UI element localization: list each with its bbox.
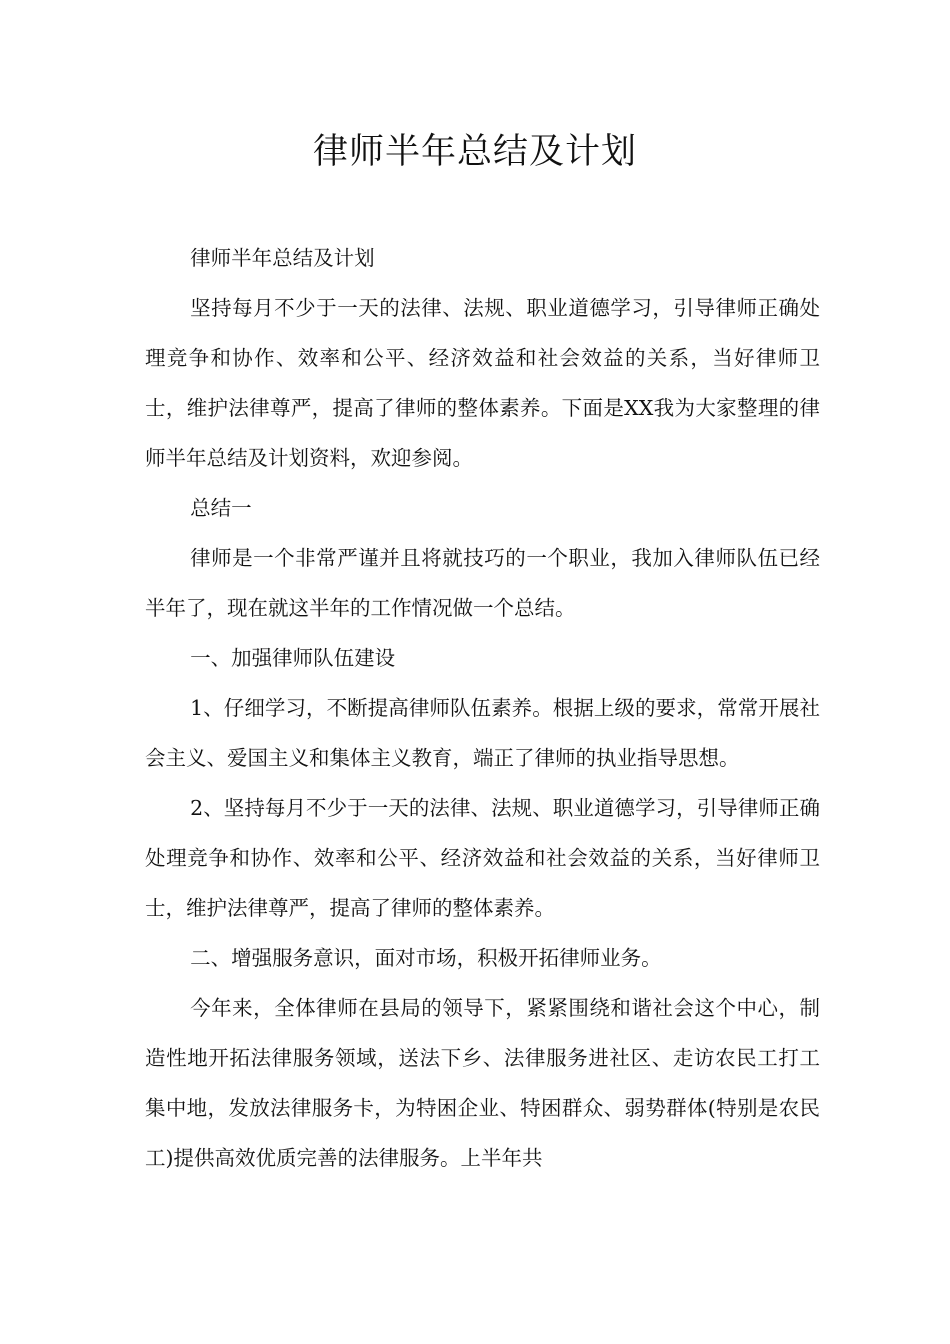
paragraph: 律师是一个非常严谨并且将就技巧的一个职业，我加入律师队伍已经半年了，现在就这半年的工作情况做一个总结。 xyxy=(145,546,820,620)
paragraph-subtitle: 律师半年总结及计划 xyxy=(190,246,375,270)
section-heading: 一、加强律师队伍建设 xyxy=(190,646,396,670)
document-body xyxy=(145,233,820,1183)
section-heading: 二、增强服务意识，面对市场，积极开拓律师业务。 xyxy=(190,946,662,970)
paragraph: 2、坚持每月不少于一天的法律、法规、职业道德学习，引导律师正确处理竞争和协作、效率和公平、经济效益和社会效益的关系，当好律师卫士，维护法律尊严，提高了律师的整体素养。 xyxy=(145,796,820,920)
paragraph-summary-heading: 总结一 xyxy=(190,496,252,520)
document-title: 律师半年总结及计划 xyxy=(312,132,637,172)
paragraph: 1、仔细学习，不断提高律师队伍素养。根据上级的要求，常常开展社会主义、爱国主义和集体主义教育，端正了律师的执业指导思想。 xyxy=(145,696,820,770)
paragraph-intro: 坚持每月不少于一天的法律、法规、职业道德学习，引导律师正确处理竞争和协作、效率和公平、经济效益和社会效益的关系，当好律师卫士，维护法律尊严，提高了律师的整体素养。下面是XX我为大家整理的律师半年总结及计划资料，欢迎参阅。 xyxy=(145,296,820,470)
paragraph: 今年来，全体律师在县局的领导下，紧紧围绕和谐社会这个中心，制造性地开拓法律服务领域，送法下乡、法律服务进社区、走访农民工打工集中地，发放法律服务卡，为特困企业、特困群众、弱势群体(特别是农民工)提供高效优质完善的法律服务。上半年共 xyxy=(145,996,820,1170)
